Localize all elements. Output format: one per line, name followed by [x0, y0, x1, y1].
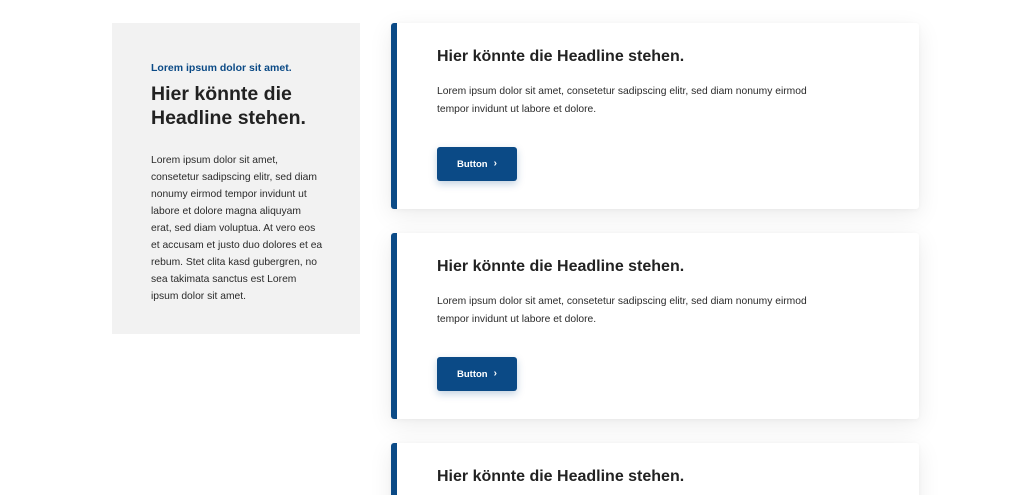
chevron-right-icon: › [493, 158, 497, 169]
sidebar-text: Lorem ipsum dolor sit amet, consetetur sadipscing elitr, sed diam nonumy eirmod tempor invidunt ut labore et dolore magna aliquyam erat, sed diam voluptua. At vero eos et accusam et justo duo dolores et ea rebum. Stet clita kasd gubergren, no sea takimata sanctus est Lorem ipsum dolor sit amet. [151, 155, 323, 302]
button-label: Button [457, 158, 488, 170]
card-1 [391, 23, 919, 209]
card-2 [391, 233, 919, 419]
chevron-right-icon: › [493, 368, 497, 379]
card-title: Hier könnte die Headline stehen. [437, 258, 685, 275]
sidebar-panel [112, 23, 360, 334]
sidebar-eyebrow: Lorem ipsum dolor sit amet. [151, 62, 292, 74]
card-text: Lorem ipsum dolor sit amet, consetetur sadipscing elitr, sed diam nonumy eirmod tempor invidunt ut labore et dolore. [437, 296, 807, 325]
button-label: Button [457, 368, 488, 380]
card-title: Hier könnte die Headline stehen. [437, 48, 685, 65]
card-text: Lorem ipsum dolor sit amet, consetetur sadipscing elitr, sed diam nonumy eirmod tempor invidunt ut labore et dolore. [437, 86, 807, 115]
card-title: Hier könnte die Headline stehen. [437, 468, 685, 485]
card-2-button[interactable] [437, 357, 517, 391]
card-1-button[interactable] [437, 147, 517, 181]
sidebar-title: Hier könnte die Headline stehen. [151, 83, 306, 129]
card-3 [391, 443, 919, 495]
